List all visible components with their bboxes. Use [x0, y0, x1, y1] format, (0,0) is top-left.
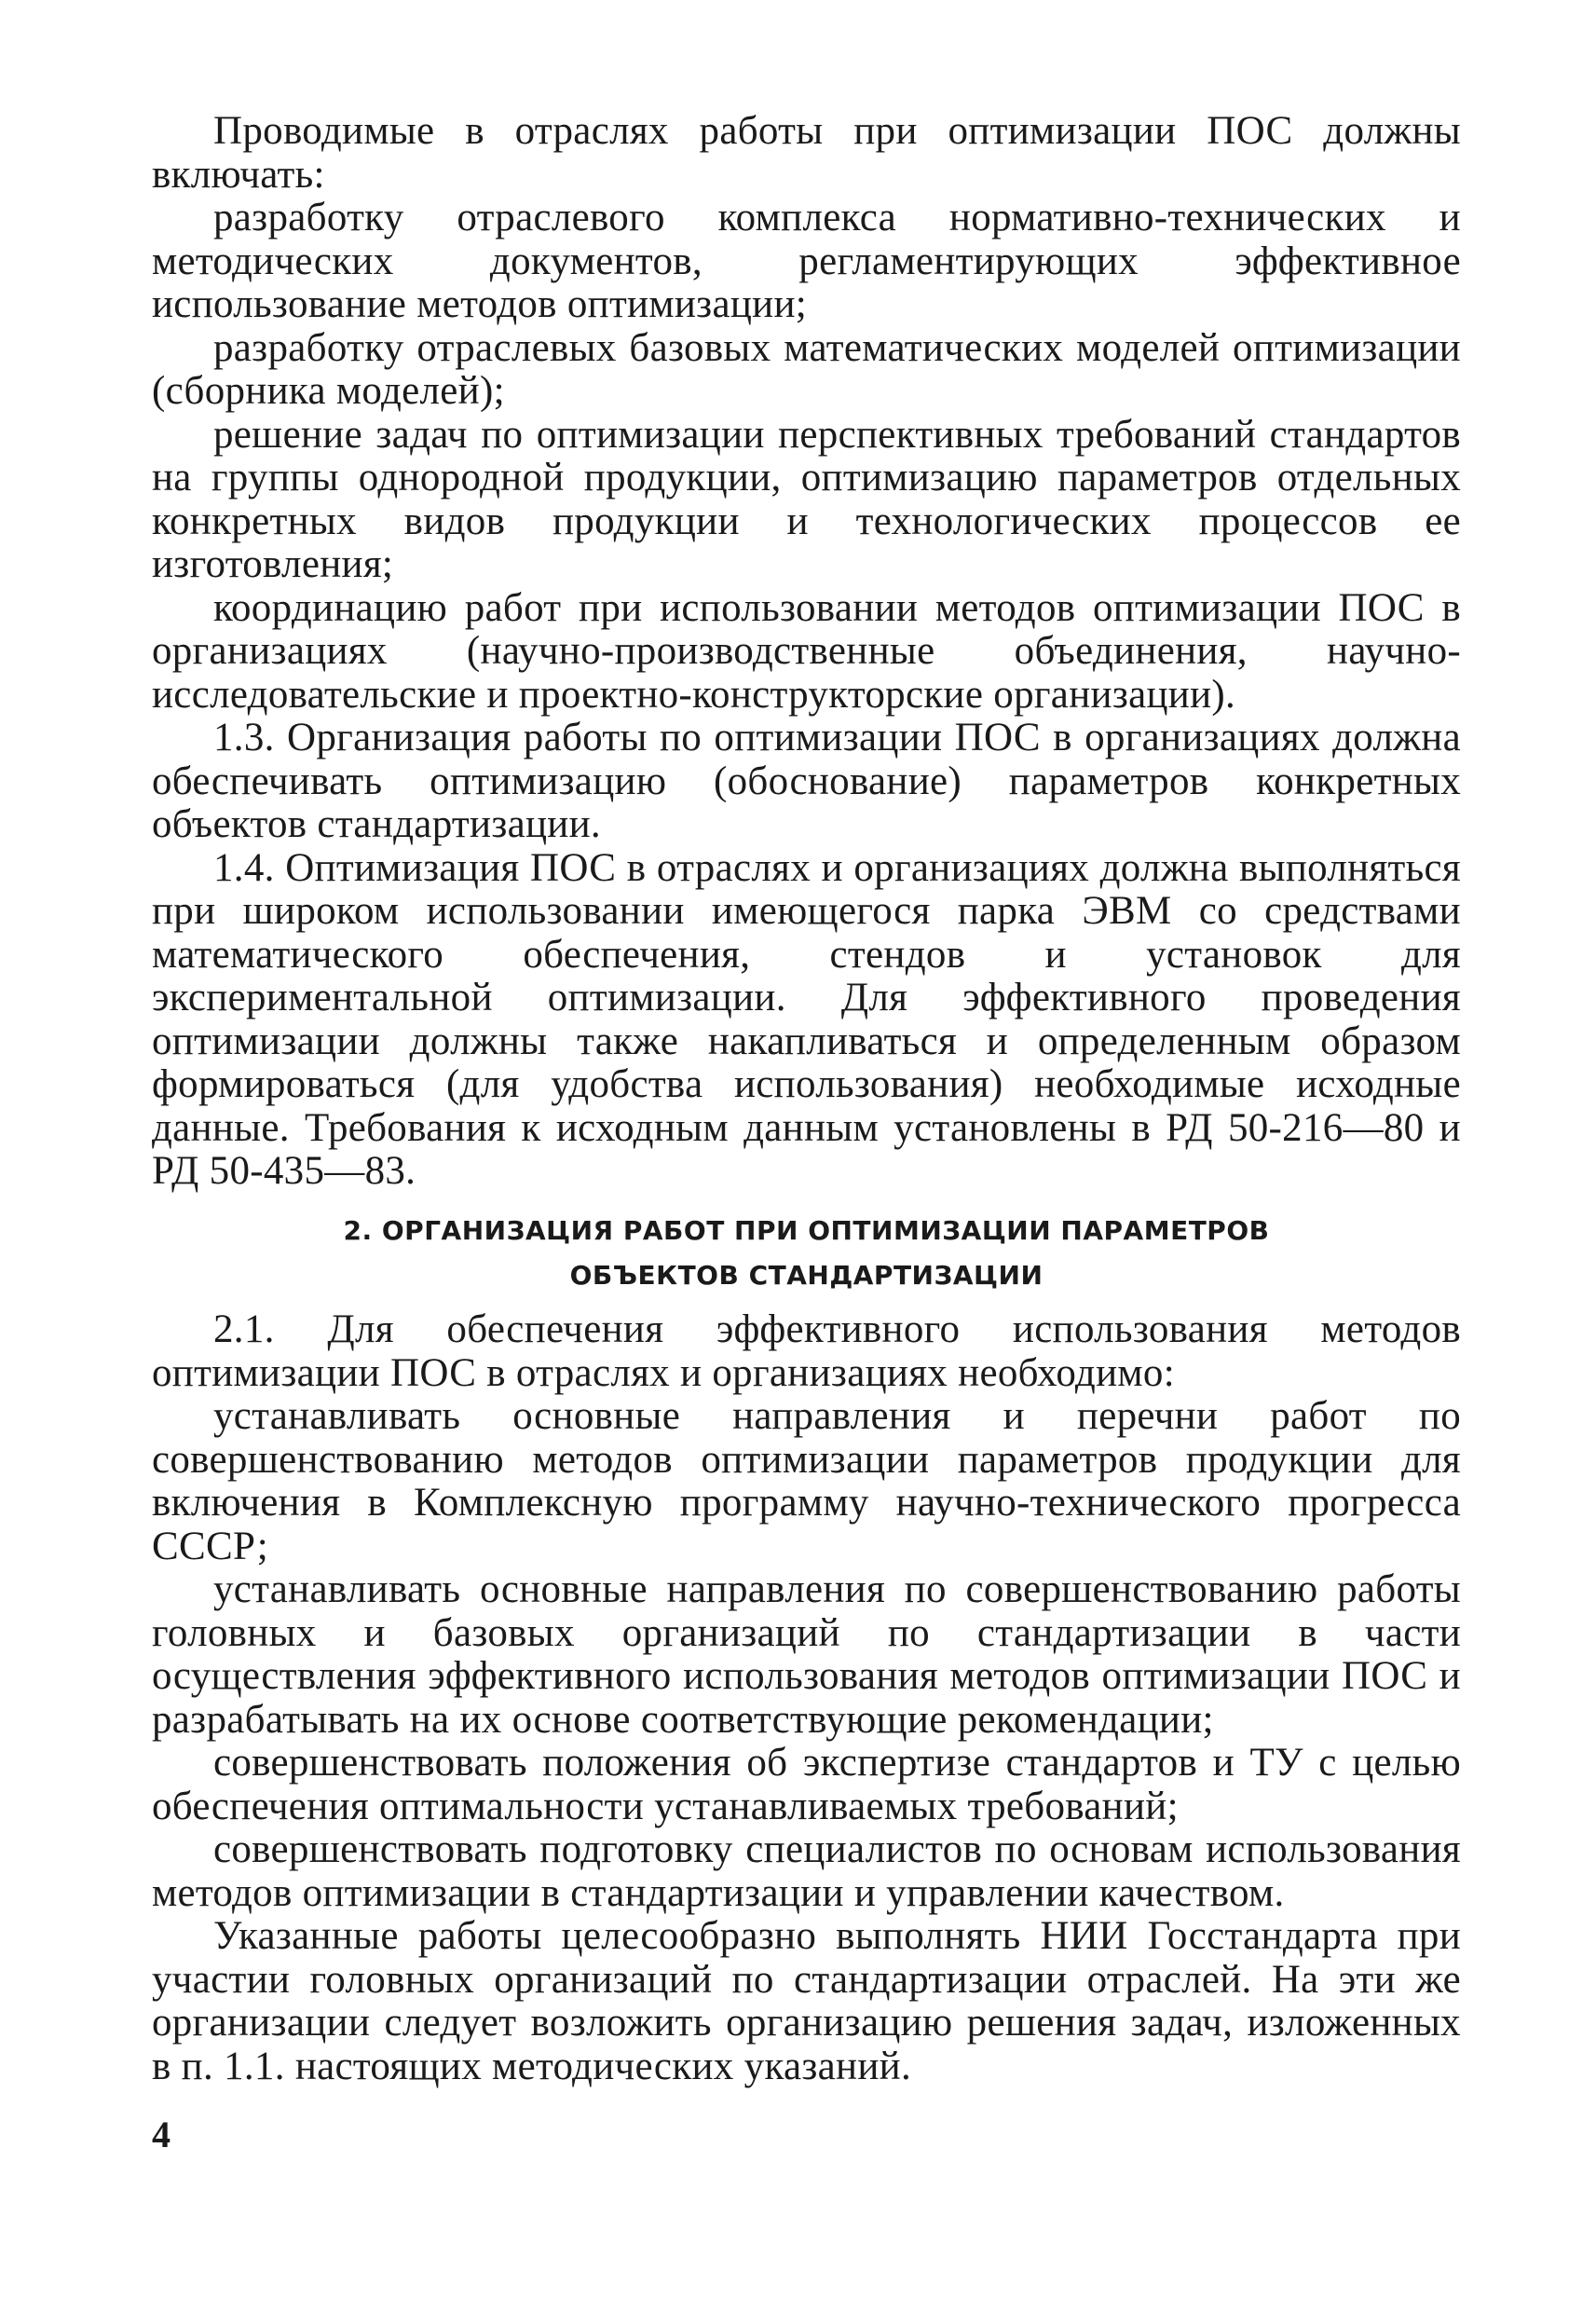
paragraph-item-base-models: разработку отраслевых базовых математических моделей оптимизации (сборника моделей); [152, 325, 1461, 413]
section-2-heading-line-1: 2. ОРГАНИЗАЦИЯ РАБОТ ПРИ ОПТИМИЗАЦИИ ПАРАМЕТРОВ [343, 1215, 1270, 1246]
section-2-body [152, 1308, 1461, 2088]
section-1-body [152, 110, 1461, 1194]
paragraph-2-1: 2.1. Для обеспечения эффективного использования методов оптимизации ПОС в отраслях и организациях необходимо: [152, 1307, 1461, 1395]
section-2-heading [152, 1209, 1461, 1298]
paragraph-item-training: совершенствовать подготовку специалистов по основам использования методов оптимизации в стандартизации и управлении качеством. [152, 1827, 1461, 1915]
paragraph-intro: Проводимые в отраслях работы при оптимизации ПОС должны включать: [152, 109, 1461, 197]
paragraph-item-optimization-tasks: решение задач по оптимизации перспективных требований стандартов на группы однородной продукции, оптимизацию параметров отдельных конкретных видов продукции и технологических процессов ее изготовления; [152, 412, 1461, 586]
paragraph-conclusion: Указанные работы целесообразно выполнять НИИ Госстандарта при участии головных организаций по стандартизации отраслей. На эти же организации следует возложить организацию решения задач, изложенных в п. 1.1. настоящих методических указаний. [152, 1914, 1461, 2088]
page-number: 4 [152, 2114, 171, 2155]
section-2-heading-line-2: ОБЪЕКТОВ СТАНДАРТИЗАЦИИ [569, 1260, 1044, 1291]
paragraph-item-directions-organizations: устанавливать основные направления по совершенствованию работы головных и базовых организаций по стандартизации в части осуществления эффективного использования методов оптимизации ПОС и разрабатывать на их основе соответствующие рекомендации; [152, 1567, 1461, 1742]
paragraph-item-normative-docs: разработку отраслевого комплекса нормативно-технических и методических документов, регламентирующих эффективное использование методов оптимизации; [152, 196, 1461, 326]
paragraph-1-3: 1.3. Организация работы по оптимизации ПОС в организациях должна обеспечивать оптимизацию (обоснование) параметров конкретных объектов стандартизации. [152, 716, 1461, 846]
paragraph-item-directions-methods: устанавливать основные направления и перечни работ по совершенствованию методов оптимизации параметров продукции для включения в Комплексную программу научно-технического прогресса СССР; [152, 1394, 1461, 1568]
paragraph-item-coordination: координацию работ при использовании методов оптимизации ПОС в организациях (научно-производственные объединения, научно-исследовательские и проектно-конструкторские организации). [152, 585, 1461, 717]
paragraph-1-4: 1.4. Оптимизация ПОС в отраслях и организациях должна выполняться при широком использовании имеющегося парка ЭВМ со средствами математического обеспечения, стендов и установок для экспериментальной оптимизации. Для эффективного проведения оптимизации должны также накапливаться и определенным образом формироваться (для удобства использования) необходимые исходные данные. Требования к исходным данным установлены в РД 50-216—80 и РД 50-435—83. [152, 845, 1461, 1193]
paragraph-item-expertise: совершенствовать положения об экспертизе стандартов и ТУ с целью обеспечения оптимальности устанавливаемых требований; [152, 1741, 1461, 1828]
